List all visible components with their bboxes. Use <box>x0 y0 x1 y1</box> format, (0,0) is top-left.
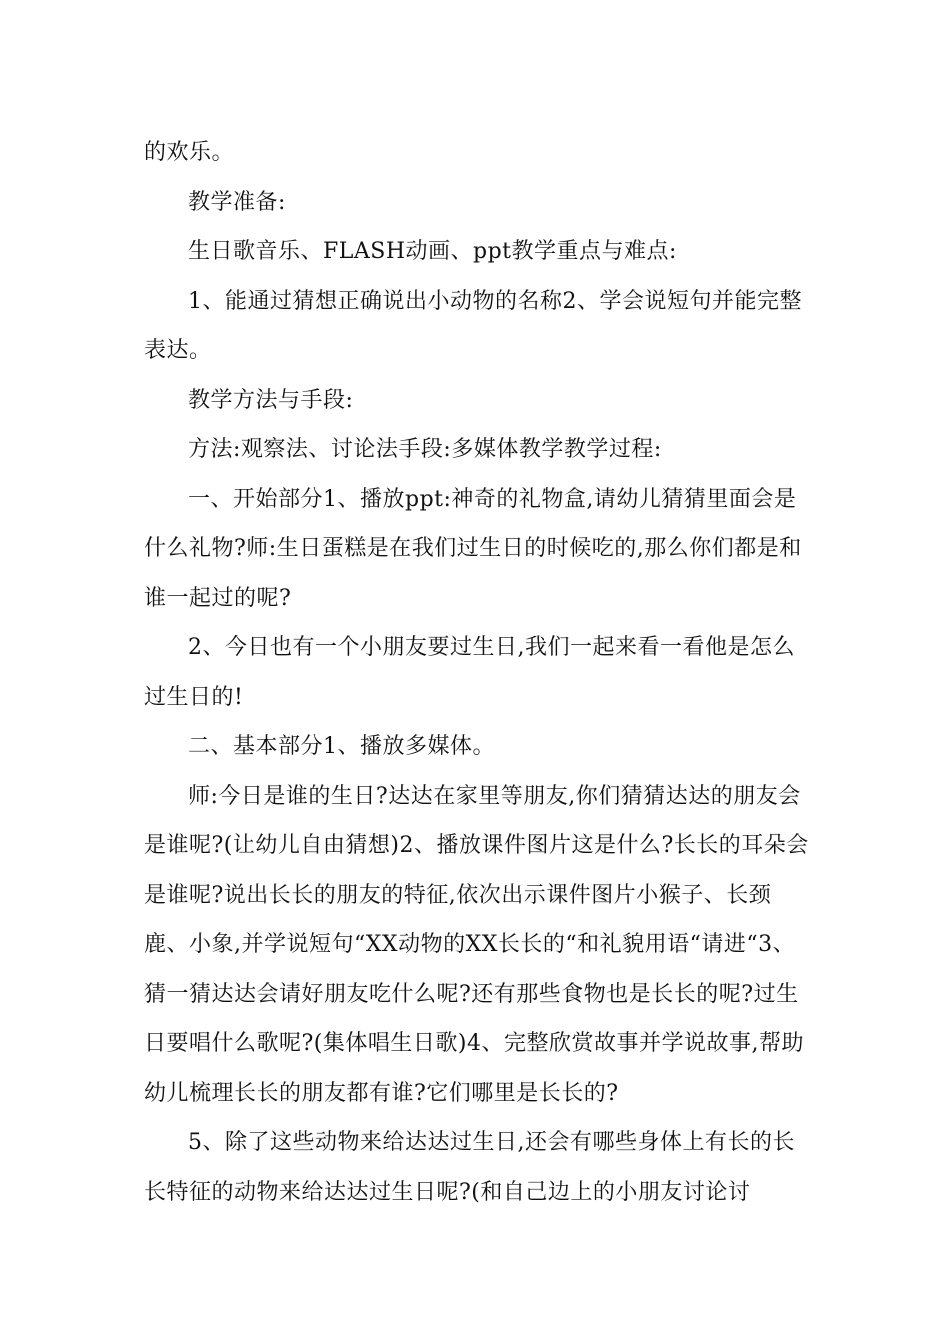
paragraph-continuation: 的欢乐。 <box>144 140 235 165</box>
paragraph-birthday-intro: 2、今日也有一个小朋友要过生日,我们一起来看一看他是怎么过生日的! <box>144 635 795 710</box>
paragraph-other-animals: 5、除了这些动物来给达达过生日,还会有哪些身体上有长的长长特征的动物来给达达过生日呢?(和自己边上的小朋友讨论讨 <box>144 1130 795 1205</box>
paragraph-methods: 方法:观察法、讨论法手段:多媒体教学教学过程: <box>188 437 662 462</box>
document-body <box>144 128 810 1217</box>
paragraph-materials: 生日歌音乐、FLASH动画、ppt教学重点与难点: <box>188 239 677 264</box>
paragraph-teacher-guess: 师:今日是谁的生日?达达在家里等朋友,你们猜猜达达的朋友会是谁呢?(让幼儿自由猜想)2、播放课件图片这是什么?长长的耳朵会是谁呢?说出长长的朋友的特征,依次出示课件图片小猴子、长颈鹿、小象,并学说短句“XX动物的XX长长的“和礼貌用语“请进“3、猜一猜达达会请好朋友吃什么呢?还有那些食物也是长长的呢?过生日要唱什么歌呢?(集体唱生日歌)4、完整欣赏故事并学说故事,帮助幼儿梳理长长的朋友都有谁?它们哪里是长长的? <box>144 783 809 1106</box>
paragraph-teaching-prep-heading: 教学准备: <box>188 189 286 215</box>
paragraph-key-points: 1、能通过猜想正确说出小动物的名称2、学会说短句并能完整表达。 <box>144 288 802 363</box>
paragraph-methods-heading: 教学方法与手段: <box>188 387 354 413</box>
paragraph-opening-part: 一、开始部分1、播放ppt:神奇的礼物盒,请幼儿猜猜里面会是什么礼物?师:生日蛋糕是在我们过生日的时候吃的,那么你们都是和谁一起过的呢? <box>144 486 802 611</box>
paragraph-basic-part: 二、基本部分1、播放多媒体。 <box>188 734 495 759</box>
